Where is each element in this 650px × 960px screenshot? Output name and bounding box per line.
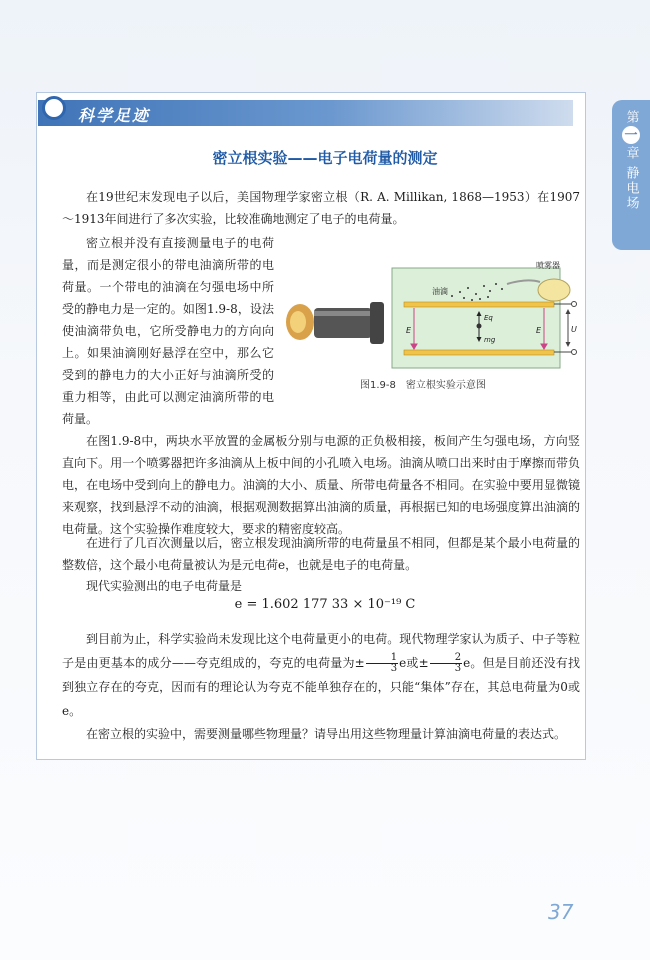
top-plate (404, 302, 554, 307)
paragraph-3: 在图1.9-8中，两块水平放置的金属板分别与电源的正负极相接，板间产生匀强电场，方向竖直向下。用一个喷雾器把许多油滴从上板中间的小孔喷入电场。油滴从喷口出来时由于摩擦而带负电，在电场中受到向上的静电力。油滴的大小、质量、所带电荷量各不相同。在实验中要用显微镜来观察，找到悬浮不动的油滴，根据观测数据算出油滴的质量，再根据已知的电场强度算出油滴的电荷量。这个实验操作难度较大，要求的精密度较高。 (62, 434, 580, 536)
label-mg: mg (484, 336, 496, 344)
page-number: 37 (548, 900, 574, 924)
banner-label: 科学足迹 (78, 106, 151, 125)
millikan-apparatus-figure (282, 258, 582, 373)
fraction-1-denominator: 3 (390, 663, 398, 674)
label-U: U (571, 325, 577, 334)
electron-charge-equation: e = 1.602 177 33 × 10⁻¹⁹ C (234, 597, 416, 612)
chapter-title: 静电场 (623, 166, 639, 211)
label-sprayer: 喷雾器 (536, 261, 560, 270)
bottom-plate (404, 350, 554, 355)
paragraph-6-part-b: e或± (399, 656, 429, 670)
label-E-right: E (536, 326, 542, 335)
chapter-prefix: 第 (623, 110, 639, 124)
chapter-number: 一 (622, 126, 640, 144)
paragraph-7: 在密立根的实验中，需要测量哪些物理量？请导出用这些物理量计算油滴电荷量的表达式。 (86, 727, 567, 741)
label-oil: 油滴 (432, 287, 448, 296)
figure-caption: 图1.9-8 密立根实验示意图 (360, 380, 486, 391)
label-eq: Eq (484, 314, 493, 322)
microscope-icon (286, 302, 384, 344)
label-E-left: E (406, 326, 412, 335)
paragraph-1: 在19世纪末发现电子以后，美国物理学家密立根（R. A. Millikan, 1868—1953）在1907～1913年间进行了多次实验，比较准确地测定了电子的电荷量。 (62, 190, 580, 226)
fraction-1-numerator: 1 (366, 653, 398, 664)
paragraph-6 (62, 627, 580, 723)
chapter-side-tab (612, 100, 650, 250)
fraction-2-denominator: 3 (454, 663, 462, 674)
suspended-drop (477, 324, 482, 329)
paragraph-2: 密立根并没有直接测量电子的电荷量，而是测定很小的带电油滴所带的电荷量。一个带电的油滴在匀强电场中所受的静电力是一定的。如图1.9-8，设法使油滴带负电，它所受静电力的方向向上。如果油滴刚好悬浮在空中，那么它受到的静电力的大小正好与油滴所受的重力相等，由此可以测定油滴所带的电荷量。 (62, 236, 274, 426)
fraction-two-thirds (430, 653, 462, 674)
fraction-one-third (366, 653, 398, 674)
paragraph-6-part-c: e。但是目前还没有找到独立存在的夸克，因而有的理论认为夸克不能单独存在的，只能“集体”存在，其总电荷量为0或e。 (62, 656, 580, 718)
chapter-suffix: 章 (623, 146, 639, 160)
paragraph-5: 现代实验测出的电子电荷量是 (86, 579, 243, 593)
banner-circle-icon (42, 96, 66, 120)
fraction-2-numerator: 2 (430, 653, 462, 664)
article-title: 密立根实验——电子电荷量的测定 (212, 149, 438, 167)
paragraph-4: 在进行了几百次测量以后，密立根发现油滴所带的电荷量虽不相同，但都是某个最小电荷量的整数倍，这个最小电荷量被认为是元电荷e，也就是电子的电荷量。 (62, 536, 580, 572)
paragraph-6-part-a: 到目前为止，科学实验尚未发现比这个电荷量更小的电荷。现代物理学家认为质子、中子等粒子是由更基本的成分——夸克组成的，夸克的电荷量为± (62, 632, 580, 670)
